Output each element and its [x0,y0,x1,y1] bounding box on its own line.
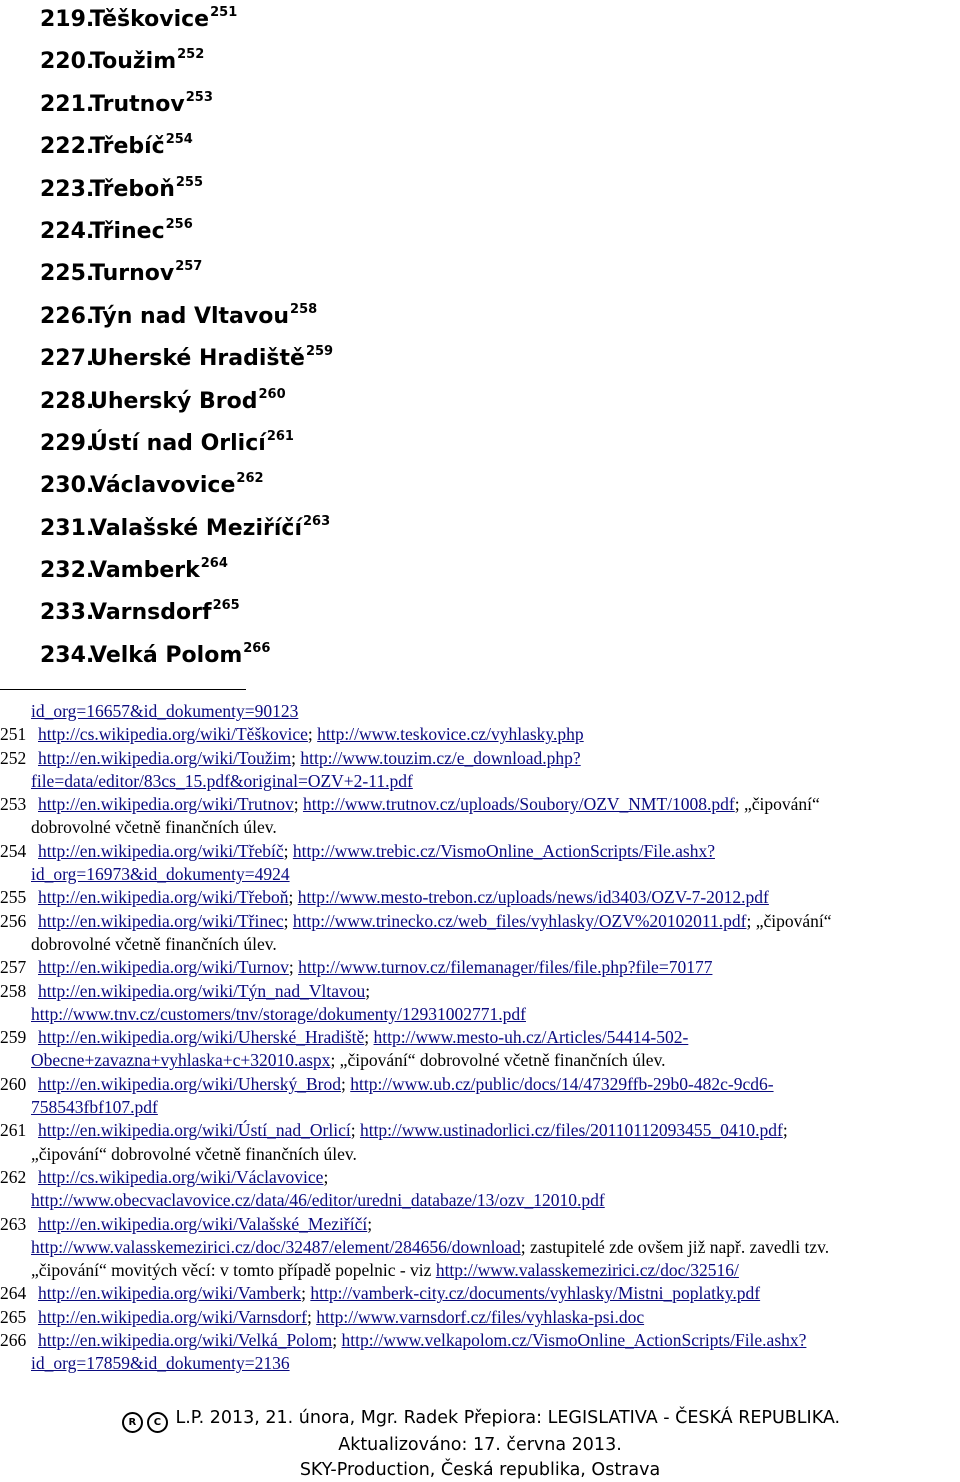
footnote-link[interactable]: http://en.wikipedia.org/wiki/Uherský_Brod [38,1074,341,1094]
footnote-link[interactable]: http://www.tnv.cz/customers/tnv/storage/dokumenty/12931002771.pdf [31,1004,526,1024]
town-number: 228. [40,381,90,423]
footnote-reference[interactable]: 266 [243,641,270,656]
footnote-link[interactable]: id_org=16657&id_dokumenty=90123 [31,701,298,721]
footnote-number: 266 [0,1329,38,1352]
town-number: 231. [40,508,90,550]
footnote-link[interactable]: http://en.wikipedia.org/wiki/Ústí_nad_Orlicí [38,1120,351,1140]
footnote-reference[interactable]: 264 [201,556,228,571]
footnote-reference[interactable]: 262 [236,471,263,486]
footnote-256 [0,910,960,933]
footnote-number: 252 [0,747,38,770]
footnote-reference[interactable]: 257 [175,259,202,274]
town-number: 222. [40,126,90,168]
footnote-link[interactable]: http://www.obecvaclavovice.cz/data/46/editor/uredni_databaze/13/ozv_12010.pdf [31,1190,605,1210]
town-name: Ústí nad Orlicí [90,431,266,456]
separator: ; [294,794,303,814]
separator: ; [365,981,370,1001]
footnote-number: 254 [0,840,38,863]
footnote-number: 256 [0,910,38,933]
footnote-261-continuation [0,1143,960,1166]
footnote-258-continuation [0,1003,960,1026]
separator: ; [332,1330,341,1350]
town-item [40,416,333,458]
separator: ; [288,887,297,907]
town-item [40,119,333,161]
footnote-link[interactable]: http://en.wikipedia.org/wiki/Turnov [38,957,289,977]
town-item [40,246,333,288]
footnote-260 [0,1073,960,1096]
footnote-number: 255 [0,886,38,909]
town-number: 219. [40,0,90,41]
footnote-reference[interactable]: 263 [303,514,330,529]
footnote-reference[interactable]: 252 [177,47,204,62]
footnote-254-continuation [0,863,960,886]
footnote-251 [0,723,960,746]
footnote-number: 263 [0,1213,38,1236]
footnote-number: 251 [0,723,38,746]
footer-credit: L.P. 2013, 21. února, Mgr. Radek Přepiora: LEGISLATIVA - ČESKÁ REPUBLIKA. [170,1408,840,1428]
separator: ; [307,1307,316,1327]
page-footer [0,1406,960,1482]
footnote-reference[interactable]: 260 [259,387,286,402]
town-number: 227. [40,338,90,380]
registered-icon: R [122,1412,143,1433]
footnote-number: 264 [0,1282,38,1305]
footnote-link[interactable]: http://www.touzim.cz/e_download.php? [300,748,580,768]
footnote-link[interactable]: id_org=17859&id_dokumenty=2136 [31,1353,290,1373]
town-number: 223. [40,169,90,211]
footnote-reference[interactable]: 261 [267,429,294,444]
footnote-reference[interactable]: 254 [166,132,193,147]
footer-line-2: Aktualizováno: 17. června 2013. [0,1433,960,1458]
footnote-text: „čipování“ movitých věcí: v tomto případě popelnic - viz [31,1260,436,1280]
town-item [40,289,333,331]
footnote-link[interactable]: http://en.wikipedia.org/wiki/Valašské_Meziříčí [38,1214,367,1234]
footnote-264 [0,1282,960,1305]
footnote-253-continuation [0,816,960,839]
town-name: Těškovice [90,7,209,32]
footnote-link[interactable]: http://en.wikipedia.org/wiki/Toužim [38,748,291,768]
footnote-link[interactable]: http://en.wikipedia.org/wiki/Třeboň [38,887,288,907]
footnote-265 [0,1306,960,1329]
separator: ; [367,1214,372,1234]
footnote-262 [0,1166,960,1189]
separator: ; [289,957,298,977]
footnote-link[interactable]: http://www.mesto-trebon.cz/uploads/news/id3403/OZV-7-2012.pdf [298,887,769,907]
footnote-link[interactable]: http://www.ub.cz/public/docs/14/47329ffb-29b0-482c-9cd6- [350,1074,773,1094]
footnote-255 [0,886,960,909]
town-name: Třinec [90,219,165,244]
town-number: 229. [40,423,90,465]
town-item [40,77,333,119]
town-name: Trutnov [90,92,185,117]
footnote-link[interactable]: http://vamberk-city.cz/documents/vyhlasky/Mistni_poplatky.pdf [310,1283,760,1303]
footnote-link[interactable]: file=data/editor/83cs_15.pdf&original=OZV+2-11.pdf [31,771,413,791]
town-item [40,162,333,204]
footnote-link[interactable]: http://en.wikipedia.org/wiki/Týn_nad_Vltavou [38,981,365,1001]
footnote-link[interactable]: http://www.valasskemezirici.cz/doc/32516/ [436,1260,739,1280]
footnote-number: 259 [0,1026,38,1049]
footnote-link[interactable]: Obecne+zavazna+vyhlaska+c+32010.aspx [31,1050,330,1070]
footnote-reference[interactable]: 251 [210,5,237,20]
town-item [40,204,333,246]
town-number: 221. [40,84,90,126]
town-item [40,501,333,543]
footnote-252 [0,747,960,770]
footnote-reference[interactable]: 255 [176,175,203,190]
town-item [40,331,333,373]
footnote-reference[interactable]: 258 [290,302,317,317]
footnote-link[interactable]: http://www.trutnov.cz/uploads/Soubory/OZV_NMT/1008.pdf [303,794,735,814]
separator: ; [301,1283,310,1303]
footnote-256-continuation [0,933,960,956]
footnote-261 [0,1119,960,1142]
town-number: 230. [40,465,90,507]
town-item [40,585,333,627]
footnote-link[interactable]: http://www.trinecko.cz/web_files/vyhlasky/OZV%20102011.pdf [293,911,747,931]
town-number: 233. [40,592,90,634]
town-item [40,34,333,76]
town-item [40,374,333,416]
footnote-250-continuation[interactable] [0,700,960,723]
town-list [40,0,333,670]
footnote-254 [0,840,960,863]
footnote-number: 265 [0,1306,38,1329]
footnote-text: dobrovolné včetně finančních úlev. [31,817,277,837]
footnote-266-continuation [0,1352,960,1375]
footnote-number: 258 [0,980,38,1003]
footnote-number: 261 [0,1119,38,1142]
town-name: Vamberk [90,558,200,583]
town-name: Týn nad Vltavou [90,304,289,329]
town-item [40,543,333,585]
footnote-link[interactable]: 758543fbf107.pdf [31,1097,158,1117]
footnote-266 [0,1329,960,1352]
footnote-number: 260 [0,1073,38,1096]
footnote-text: „čipování“ dobrovolné včetně finančních úlev. [31,1144,357,1164]
town-item [40,628,333,670]
town-number: 224. [40,211,90,253]
footnote-link[interactable]: http://cs.wikipedia.org/wiki/Těškovice [38,724,308,744]
footnote-257 [0,956,960,979]
separator: ; [308,724,317,744]
town-number: 226. [40,296,90,338]
footnote-link[interactable]: http://en.wikipedia.org/wiki/Varnsdorf [38,1307,307,1327]
footnote-253 [0,793,960,816]
separator: ; [284,841,293,861]
town-name: Turnov [90,261,174,286]
footnote-link[interactable]: id_org=16973&id_dokumenty=4924 [31,864,290,884]
separator: ; [323,1167,328,1187]
town-number: 234. [40,635,90,677]
separator: ; [291,748,300,768]
footnote-link[interactable]: http://www.valasskemezirici.cz/doc/32487/element/284656/download [31,1237,521,1257]
footnote-link[interactable]: http://www.velkapolom.cz/VismoOnline_ActionScripts/File.ashx? [342,1330,807,1350]
footnote-262-continuation [0,1189,960,1212]
footnote-link[interactable]: http://en.wikipedia.org/wiki/Vamberk [38,1283,301,1303]
footnote-text: ; zastupitelé zde ovšem již např. zavedli tzv. [521,1237,829,1257]
town-name: Velká Polom [90,643,242,668]
footnote-reference[interactable]: 253 [186,90,213,105]
footnote-252-continuation [0,770,960,793]
town-name: Varnsdorf [90,600,212,625]
footnote-263 [0,1213,960,1236]
footnote-link[interactable]: http://www.teskovice.cz/vyhlasky.php [317,724,584,744]
footnote-link[interactable]: http://en.wikipedia.org/wiki/Velká_Polom [38,1330,332,1350]
footnote-text: ; „čipování“ dobrovolné včetně finančních úlev. [330,1050,665,1070]
footnote-link[interactable]: http://www.ustinadorlici.cz/files/20110112093455_0410.pdf [360,1120,783,1140]
footnote-reference[interactable]: 256 [166,217,193,232]
town-name: Uherský Brod [90,389,258,414]
footnote-text: ; „čipování“ [735,794,820,814]
town-name: Toužim [90,49,176,74]
footnote-263-continuation-2 [0,1259,960,1282]
footnote-263-continuation [0,1236,960,1259]
footnote-link[interactable]: http://www.trebic.cz/VismoOnline_ActionScripts/File.ashx? [293,841,715,861]
footnote-link[interactable]: http://www.mesto-uh.cz/Articles/54414-502- [374,1027,689,1047]
footnote-separator [0,689,246,690]
footnote-number: 253 [0,793,38,816]
town-number: 225. [40,253,90,295]
footer-line-1 [0,1406,960,1433]
footnote-258 [0,980,960,1003]
footnote-link[interactable]: http://www.turnov.cz/filemanager/files/file.php?file=70177 [298,957,712,977]
footnote-reference[interactable]: 259 [306,344,333,359]
footnote-260-continuation [0,1096,960,1119]
footnotes [0,700,960,1376]
town-name: Třebíč [90,134,165,159]
town-name: Václavovice [90,473,235,498]
footnote-link[interactable]: http://www.varnsdorf.cz/files/vyhlaska-psi.doc [316,1307,644,1327]
footnote-link[interactable]: http://en.wikipedia.org/wiki/Uherské_Hradiště [38,1027,364,1047]
separator: ; [284,911,293,931]
separator: ; [364,1027,373,1047]
footnote-reference[interactable]: 265 [213,598,240,613]
footnote-text: ; [783,1120,788,1140]
footnote-link[interactable]: http://en.wikipedia.org/wiki/Třebíč [38,841,284,861]
separator: ; [351,1120,360,1140]
town-item [40,0,333,34]
town-name: Uherské Hradiště [90,346,305,371]
town-name: Valašské Meziříčí [90,516,302,541]
footnote-text: dobrovolné včetně finančních úlev. [31,934,277,954]
town-number: 220. [40,41,90,83]
footer-line-3: SKY-Production, Česká republika, Ostrava [0,1458,960,1482]
town-number: 232. [40,550,90,592]
footnote-number: 262 [0,1166,38,1189]
footnote-259 [0,1026,960,1049]
footnote-link[interactable]: http://en.wikipedia.org/wiki/Trutnov [38,794,294,814]
footnote-number: 257 [0,956,38,979]
town-name: Třeboň [90,177,175,202]
copyright-icon: C [147,1412,168,1433]
separator: ; [341,1074,350,1094]
footnote-text: ; „čipování“ [746,911,831,931]
footnote-259-continuation [0,1049,960,1072]
town-item [40,458,333,500]
footnote-link[interactable]: http://cs.wikipedia.org/wiki/Václavovice [38,1167,323,1187]
footnote-link[interactable]: http://en.wikipedia.org/wiki/Třinec [38,911,284,931]
